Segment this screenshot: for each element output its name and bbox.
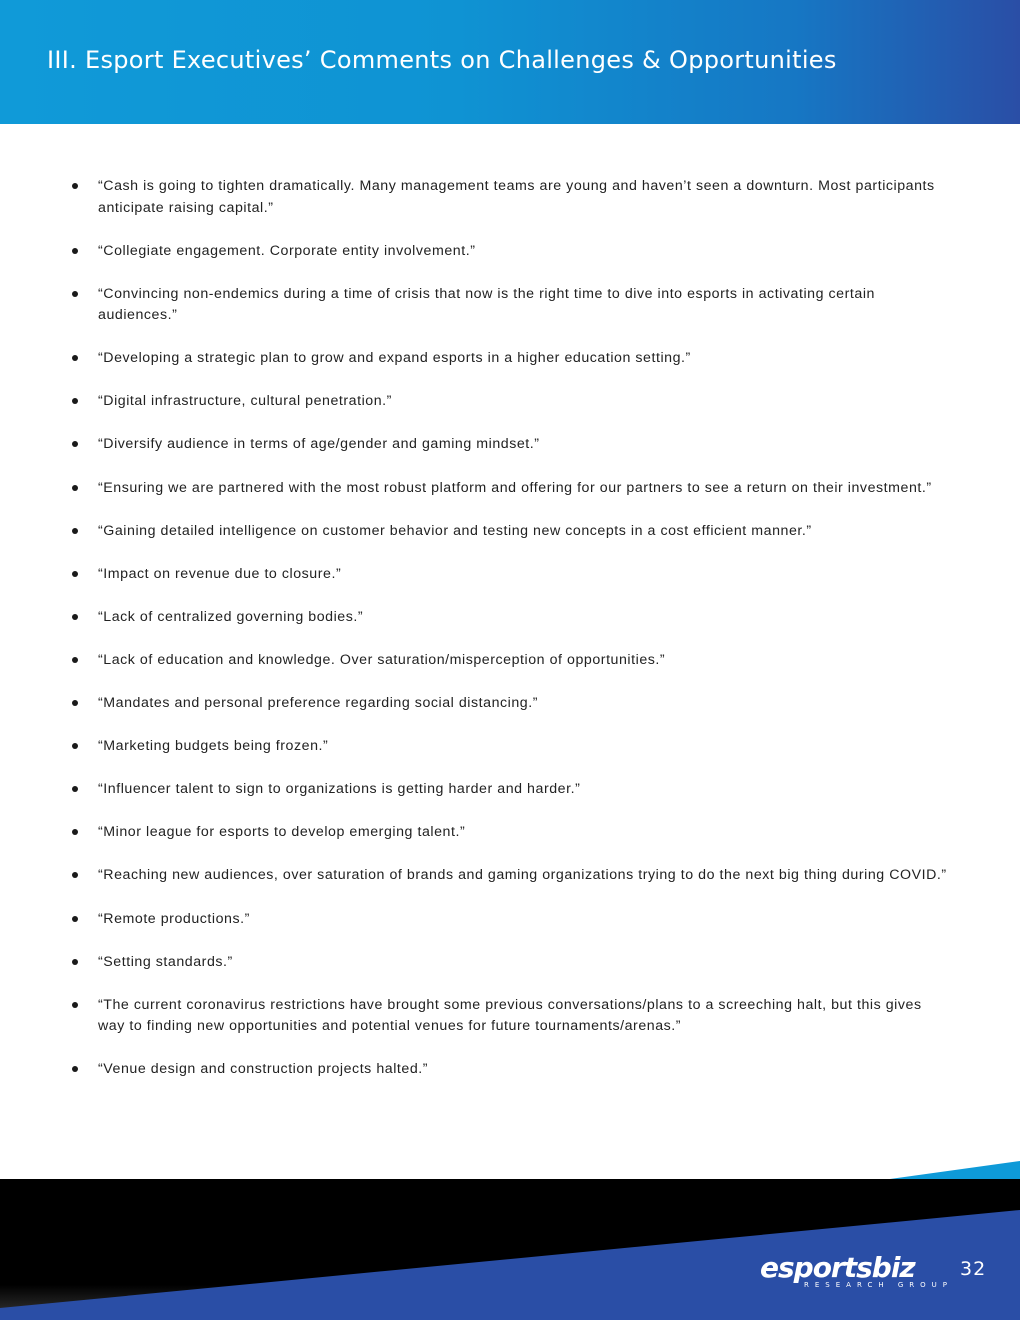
quote-item bbox=[72, 650, 952, 672]
bullet-icon bbox=[72, 614, 78, 620]
quote-text: “Mandates and personal preference regarding social distancing.” bbox=[98, 695, 539, 712]
quote-item bbox=[72, 478, 952, 500]
quote-text: “Cash is going to tighten dramatically. Many management teams are young and haven’t seen a downturn. Most participants anticipate raising capital.” bbox=[98, 178, 935, 216]
bullet-icon bbox=[72, 248, 78, 254]
bullet-icon bbox=[72, 1002, 78, 1008]
quote-text: “Setting standards.” bbox=[98, 953, 233, 970]
quote-text: “Ensuring we are partnered with the most robust platform and offering for our partners to see a return on their investment.” bbox=[98, 479, 932, 496]
quote-text: “Impact on revenue due to closure.” bbox=[98, 565, 342, 582]
bullet-icon bbox=[72, 355, 78, 361]
quote-item bbox=[72, 391, 952, 413]
quote-item bbox=[72, 952, 952, 974]
bullet-icon bbox=[72, 700, 78, 706]
brand-name: esportsbiz bbox=[760, 1251, 915, 1284]
quote-item bbox=[72, 865, 952, 887]
quote-text: “Diversify audience in terms of age/gender and gaming mindset.” bbox=[98, 436, 540, 453]
quote-item bbox=[72, 995, 952, 1038]
brand-logo bbox=[760, 1251, 953, 1294]
quote-item bbox=[72, 693, 952, 715]
quote-text: “Remote productions.” bbox=[98, 910, 250, 927]
quote-item bbox=[72, 176, 952, 219]
quote-text: “Minor league for esports to develop emerging talent.” bbox=[98, 824, 466, 841]
quote-text: “Convincing non-endemics during a time of crisis that now is the right time to dive into esports in activating certain audiences.” bbox=[98, 285, 875, 324]
quotes-list bbox=[72, 176, 952, 1102]
quote-item bbox=[72, 607, 952, 629]
bullet-icon bbox=[72, 743, 78, 749]
bullet-icon bbox=[72, 786, 78, 792]
bullet-icon bbox=[72, 1066, 78, 1072]
bullet-icon bbox=[72, 291, 78, 297]
brand-tagline: RESEARCH GROUP bbox=[804, 1281, 953, 1289]
bullet-icon bbox=[72, 657, 78, 663]
footer-accent-stripe bbox=[890, 1161, 1020, 1180]
quote-item bbox=[72, 434, 952, 456]
page-header bbox=[0, 0, 1020, 124]
bullet-icon bbox=[72, 916, 78, 922]
quote-item bbox=[72, 736, 952, 758]
bullet-icon bbox=[72, 183, 78, 189]
quote-item bbox=[72, 348, 952, 370]
section-title: III. Esport Executives’ Comments on Challenges & Opportunities bbox=[47, 46, 837, 74]
quote-item bbox=[72, 909, 952, 931]
bullet-icon bbox=[72, 571, 78, 577]
quote-item bbox=[72, 564, 952, 586]
quote-text: “Gaining detailed intelligence on customer behavior and testing new concepts in a cost efficient manner.” bbox=[98, 522, 812, 539]
quote-text: “Digital infrastructure, cultural penetration.” bbox=[98, 393, 392, 410]
quote-item bbox=[72, 779, 952, 801]
bullet-icon bbox=[72, 441, 78, 447]
bullet-icon bbox=[72, 829, 78, 835]
page-number: 32 bbox=[960, 1258, 987, 1280]
quote-text: “Lack of centralized governing bodies.” bbox=[98, 608, 364, 625]
quote-item bbox=[72, 1059, 952, 1081]
bullet-icon bbox=[72, 959, 78, 965]
quote-text: “Reaching new audiences, over saturation of brands and gaming organizations trying to do the next big thing during COVID.” bbox=[98, 867, 947, 884]
quote-text: “Collegiate engagement. Corporate entity involvement.” bbox=[98, 242, 476, 259]
quote-text: “Developing a strategic plan to grow and expand esports in a higher education setting.” bbox=[98, 350, 691, 367]
quote-item bbox=[72, 822, 952, 844]
quote-item bbox=[72, 241, 952, 263]
bullet-icon bbox=[72, 528, 78, 534]
quote-text: “Venue design and construction projects halted.” bbox=[98, 1061, 429, 1078]
quote-text: “Marketing budgets being frozen.” bbox=[98, 738, 329, 755]
quote-text: “The current coronavirus restrictions have brought some previous conversations/plans to a screeching halt, but this gives way to finding new opportunities and potential venues for future tournaments/arenas.” bbox=[98, 996, 922, 1035]
quote-text: “Lack of education and knowledge. Over saturation/misperception of opportunities.” bbox=[98, 651, 666, 668]
bullet-icon bbox=[72, 398, 78, 404]
bullet-icon bbox=[72, 872, 78, 878]
page-footer bbox=[0, 1160, 1020, 1320]
bullet-icon bbox=[72, 485, 78, 491]
quote-item bbox=[72, 284, 952, 327]
footer-graphic bbox=[0, 1160, 1020, 1320]
quote-text: “Influencer talent to sign to organizations is getting harder and harder.” bbox=[98, 781, 581, 798]
quote-item bbox=[72, 521, 952, 543]
